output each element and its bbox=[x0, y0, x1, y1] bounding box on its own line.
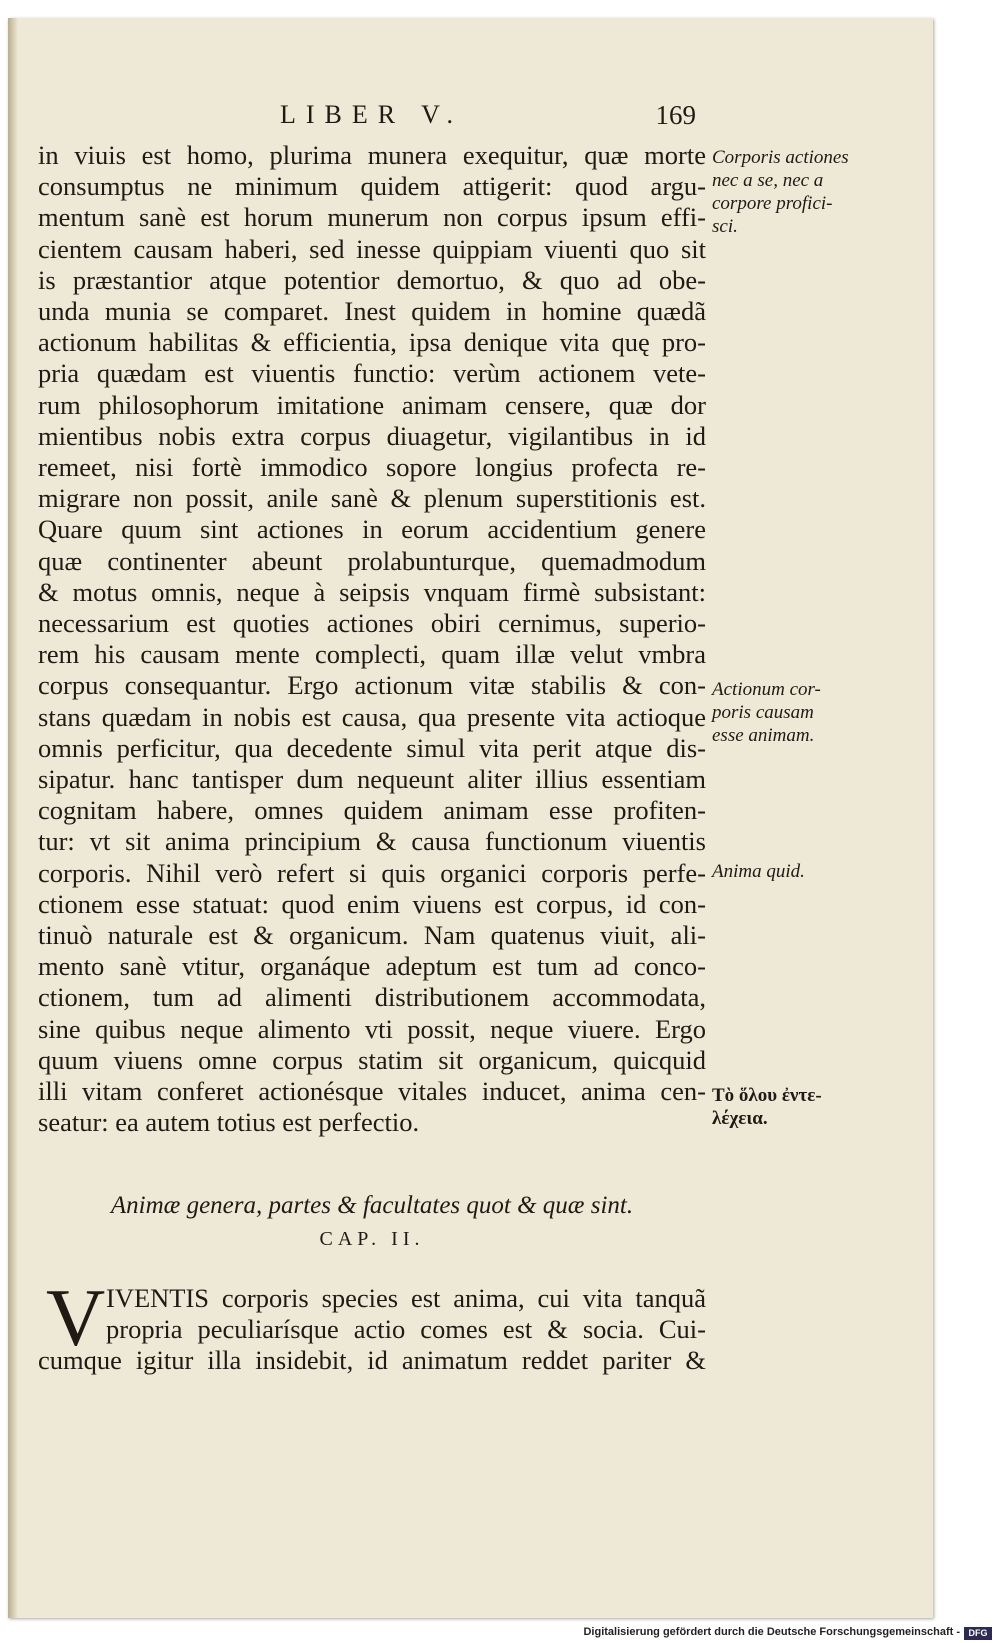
dfg-logo: DFG bbox=[964, 1627, 992, 1640]
text-line: IVENTIS corporis species est anima, cui vita tanquã bbox=[106, 1283, 706, 1313]
marginal-note-line: Actionum cor- bbox=[712, 679, 821, 700]
text-line: consumptus ne minimum quidem attigerit: quod argu- bbox=[38, 171, 706, 202]
text-line: rum philosophorum imitatione animam censere, quæ dor bbox=[38, 389, 706, 420]
marginal-note-line: Anima quid. bbox=[712, 861, 805, 882]
marginal-note-line: nec a se, nec a bbox=[712, 170, 824, 191]
text-line: propria peculiarísque actio comes est & socia. Cui- bbox=[106, 1314, 706, 1345]
text-line: corporis. Nihil verò refert si quis organici corporis perfe- bbox=[38, 857, 706, 888]
text-line: cientem causam haberi, sed inesse quippiam viuenti quo sit bbox=[38, 233, 706, 264]
text-line: necessarium est quoties actiones obiri cernimus, superio- bbox=[38, 608, 706, 639]
text-line: mentum sanè est horum munerum non corpus ipsum effi- bbox=[38, 202, 706, 233]
funding-credit: Digitalisierung gefördert durch die Deutsche Forschungsgemeinschaft - bbox=[583, 1626, 960, 1638]
text-line: corpus consequantur. Ergo actionum vitæ stabilis & con- bbox=[38, 670, 706, 701]
text-line: rem his causam mente complecti, quam illæ velut vmbra bbox=[38, 639, 706, 670]
body-text bbox=[38, 140, 706, 1139]
text-line: sine quibus neque alimento vti possit, neque viuere. Ergo bbox=[38, 1013, 706, 1044]
marginal-note-line: esse animam. bbox=[712, 725, 815, 746]
marginal-note-greek bbox=[712, 1084, 860, 1130]
text-line: actionum habilitas & efficientia, ipsa denique vita quę pro- bbox=[38, 327, 706, 358]
text-line: remeet, nisi fortè immodico sopore longius profecta re- bbox=[38, 452, 706, 483]
text-line: mientibus nobis extra corpus diuagetur, vigilantibus in id bbox=[38, 420, 706, 451]
text-line: tinuò naturale est & organicum. Nam quatenus viuit, ali- bbox=[38, 920, 706, 951]
text-line: seatur: ea autem totius est perfectio. bbox=[38, 1107, 420, 1138]
marginal-note-line: sci. bbox=[712, 216, 738, 237]
marginal-note-line: corpore profici- bbox=[712, 193, 833, 214]
page-gutter bbox=[8, 18, 18, 1618]
text-line: quæ continenter abeunt prolabunturque, quemadmodum bbox=[38, 545, 706, 576]
text-line: ctionem, tum ad alimenti distributionem accommodata, bbox=[38, 982, 706, 1013]
text-line: cognitam habere, omnes quidem animam esse profiten- bbox=[38, 795, 706, 826]
chapter-heading bbox=[38, 1190, 706, 1256]
text-line: quum viuens omne corpus statim sit organicum, quicquid bbox=[38, 1044, 706, 1075]
text-line: is præstantior atque potentior demortuo, & quo ad obe- bbox=[38, 264, 706, 295]
text-line: stans quædam in nobis est causa, qua presente vita actioque bbox=[38, 701, 706, 732]
marginal-note bbox=[712, 146, 860, 238]
drop-cap-initial: V bbox=[46, 1272, 106, 1363]
book-page bbox=[8, 18, 933, 1618]
marginal-note-line: Τὸ ὅλου ἐντε- bbox=[712, 1085, 822, 1106]
page-header bbox=[268, 100, 708, 140]
chapter-body bbox=[38, 1272, 706, 1377]
text-line: & motus omnis, neque à seipsis vnquam firmè subsistant: bbox=[38, 576, 706, 607]
marginal-note-line: Corporis actiones bbox=[712, 147, 849, 168]
text-line: cumque igitur illa insidebit, id animatum reddet pariter & bbox=[38, 1345, 706, 1376]
chapter-number: CAP. II. bbox=[319, 1228, 425, 1250]
marginal-note bbox=[712, 860, 860, 883]
text-line: migrare non possit, anile sanè & plenum superstitionis est. bbox=[38, 483, 706, 514]
chapter-title: Animæ genera, partes & facultates quot & quæ sint. bbox=[110, 1192, 634, 1219]
page-number: 169 bbox=[655, 100, 696, 130]
text-line: pria quædam est viuentis functio: verùm actionem vete- bbox=[38, 358, 706, 389]
text-line: in viuis est homo, plurima munera exequitur, quæ morte bbox=[38, 140, 706, 170]
marginal-note bbox=[712, 678, 860, 747]
text-line: mento sanè vtitur, organáque adeptum est tum ad conco- bbox=[38, 951, 706, 982]
text-line: omnis perficitur, qua decedente simul vita perit atque dis- bbox=[38, 732, 706, 763]
running-title: LIBER V. bbox=[280, 100, 464, 129]
text-line: sipatur. hanc tantisper dum nequeunt aliter illius essentiam bbox=[38, 764, 706, 795]
footer-bar bbox=[0, 1625, 1000, 1643]
text-line: tur: vt sit anima principium & causa functionum viuentis bbox=[38, 826, 706, 857]
text-line: illi vitam conferet actionésque vitales inducet, anima cen- bbox=[38, 1076, 706, 1107]
text-line: Quare quum sint actiones in eorum accidentium genere bbox=[38, 514, 706, 545]
text-line: ctionem esse statuat: quod enim viuens est corpus, id con- bbox=[38, 888, 706, 919]
marginal-note-line: poris causam bbox=[712, 702, 814, 723]
marginal-note-line: λέχεια. bbox=[712, 1108, 768, 1129]
text-line: unda munia se comparet. Inest quidem in homine quædã bbox=[38, 296, 706, 327]
